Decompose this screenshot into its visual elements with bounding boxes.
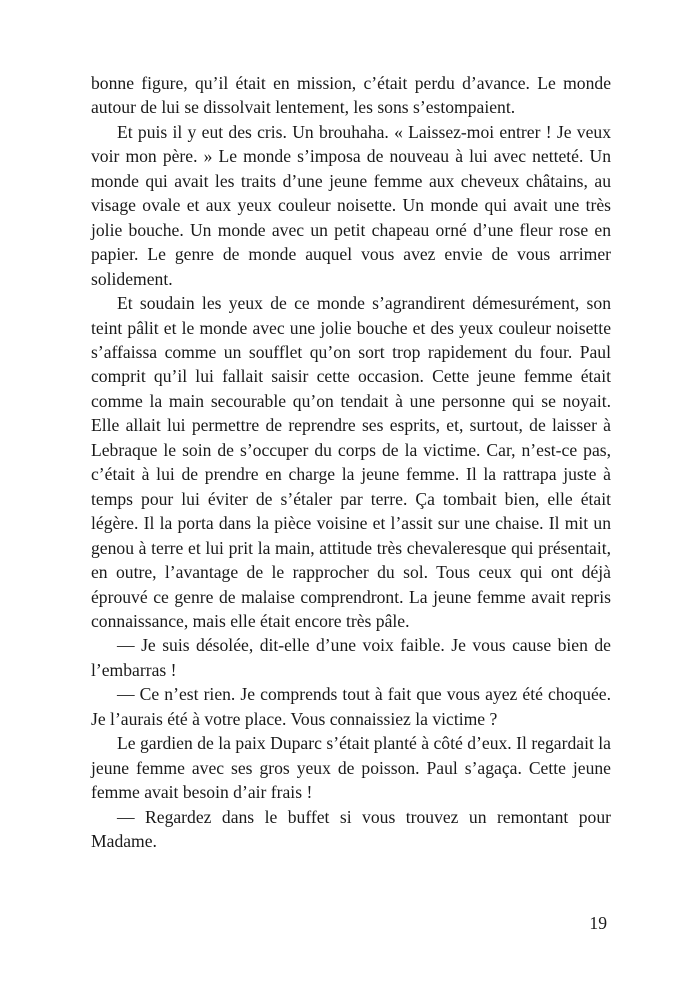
dialogue-line: — Je suis désolée, dit-elle d’une voix faible. Je vous cause bien de l’embarras !	[91, 635, 611, 680]
paragraph: Et soudain les yeux de ce monde s’agrandirent démesurément, son teint pâlit et le monde avec une jolie bouche et des yeux couleur noisette s’affaissa comme un soufflet qu’on sort trop rapidement du four. Paul comprit qu’il lui fallait saisir cette occasion. Cette jeune femme était comme la main secourable qu’on tendait à une personne qui se noyait. Elle allait lui permettre de reprendre ses esprits, et, surtout, de laisser à Lebraque le soin de s’occuper du corps de la victime. Car, n’est-ce pas, c’était à lui de prendre en charge la jeune femme. Il la rattrapa juste à temps pour lui éviter de s’étaler par terre. Ça tombait bien, elle était légère. Il la porta dans la pièce voisine et l’assit sur une chaise. Il mit un genou à terre et lui prit la main, attitude très chevaleresque qui présentait, en outre, l’avantage de le rapprocher du sol. Tous ceux qui ont déjà éprouvé ce genre de malaise comprendront. La jeune femme avait repris connaissance, mais elle était encore très pâle.	[91, 293, 611, 631]
dialogue-line: — Regardez dans le buffet si vous trouvez un remontant pour Madame.	[91, 806, 611, 852]
body-text	[91, 71, 611, 854]
page-number: 19	[589, 913, 607, 933]
paragraph: Et puis il y eut des cris. Un brouhaha. « Laissez-moi entrer ! Je veux voir mon père. » Le monde s’imposa de nouveau à lui avec netteté. Un monde qui avait les traits d’une jeune femme aux cheveux châtains, au visage ovale et aux yeux couleur noisette. Un monde qui avait une très jolie bouche. Un monde avec un petit chapeau orné d’une fleur rose en papier. Le genre de monde auquel vous avez envie de vous arrimer solidement.	[91, 121, 611, 289]
paragraph: Le gardien de la paix Duparc s’était planté à côté d’eux. Il regardait la jeune femme avec ses gros yeux de poisson. Paul s’agaça. Cette jeune femme avait besoin d’air frais !	[91, 733, 611, 803]
dialogue-line: — Ce n’est rien. Je comprends tout à fait que vous ayez été choquée. Je l’aurais été à votre place. Vous connaissiez la victime ?	[91, 684, 611, 729]
paragraph-continuation: bonne figure, qu’il était en mission, c’était perdu d’avance. Le monde autour de lui se dissolvait lentement, les sons s’estompaient.	[91, 73, 611, 118]
